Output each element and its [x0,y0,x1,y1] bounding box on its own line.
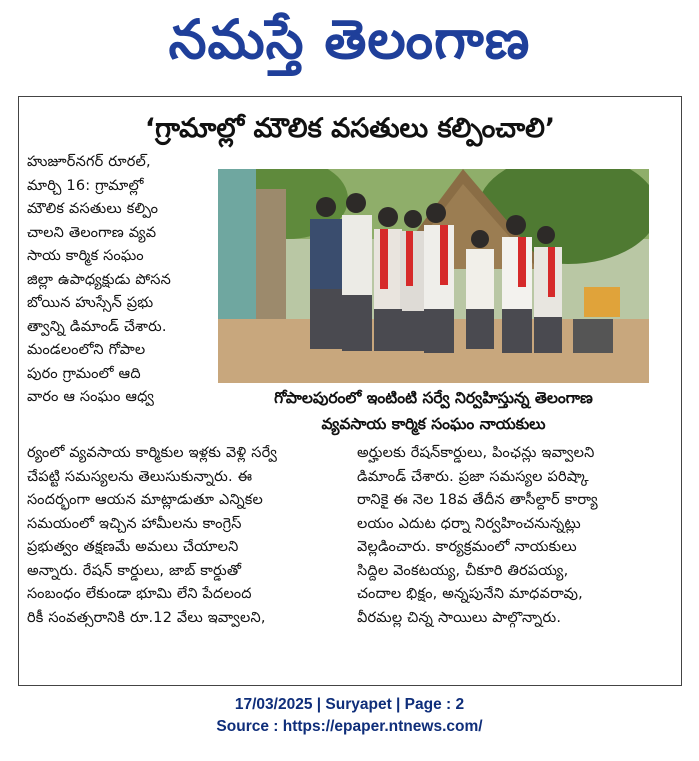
caption-line: వ్యవసాయ కార్మిక సంఘం నాయకులు [321,415,546,433]
text-line: మండలంలోని గోపాల [27,342,146,358]
text-line: చేపట్టి సమస్యలను తెలుసుకున్నారు. ఈ [27,468,253,485]
text-line: మార్చి 16: గ్రామాల్లో [27,177,144,194]
text-line: బోయిన హుస్సేన్ ప్రభు [27,295,154,311]
article-photo [218,169,649,383]
text-line: అర్హులకు రేషన్‌కార్డులు, పింఛన్లు ఇవ్వాలని [357,445,595,461]
text-line: ప్రభుత్వం తక్షణమే అమలు చేయాలని [27,539,239,555]
caption-line: గోపాలపురంలో ఇంటింటి సర్వే నిర్వహిస్తున్న తెలంగాణ [274,389,593,407]
article-headline: ‘గ్రామాల్లో మౌలిక వసతులు కల్పించాలి’ [144,113,556,144]
text-line: సాయ కార్మిక సంఘం [27,248,144,264]
text-line: రికీ సంవత్సరానికి రూ.12 వేలు ఇవ్వాలని, [27,609,266,626]
text-line: చందాల భిక్షం, అన్నపునేని మాధవరావు, [357,586,583,602]
photo-illustration [218,169,649,383]
article-column-2 [27,442,353,630]
text-line: సమయంలో ఇచ్చిన హామీలను కాంగ్రెస్ [27,515,242,532]
text-line: సిద్దిల వెంకటయ్య, చీకూరి తిరపయ్య, [357,562,569,579]
article-column-1 [27,151,225,410]
photo-caption [218,385,649,443]
text-line: మౌలిక వసతులు కల్పిం [27,201,159,217]
edition-info: 17/03/2025 | Suryapet | Page : 2 [234,696,465,713]
text-line: సంబంధం లేకుండా భూమి లేని పేదలంద [27,586,252,602]
page-footer [0,694,699,738]
text-line: వెల్లడించారు. కార్యక్రమంలో నాయకులు [357,539,577,555]
newspaper-masthead: నమస్తే తెలంగాణ [168,8,531,71]
text-line: వీరమల్ల చిన్న సాయిలు పాల్గొన్నారు. [357,609,562,626]
text-line: పురం గ్రామంలో ఆది [27,365,141,382]
article-column-3 [357,442,675,630]
text-line: హుజూర్‌నగర్ రూరల్, [27,154,151,170]
text-line: సందర్భంగా ఆయన మాట్లాడుతూ ఎన్నికల [27,492,264,508]
text-line: త్వాన్ని డిమాండ్ చేశారు. [27,318,167,335]
text-line: జిల్లా ఉపాధ్యక్షుడు పోసన [27,271,172,288]
text-line: వారం ఆ సంఘం ఆధ్వ [27,389,155,405]
text-line: రానికై ఈ నెల 18వ తేదీన తాసీల్దార్ కార్యా [357,492,598,508]
text-line: డిమాండ్ చేశారు. ప్రజా సమస్యల పరిష్కా [357,468,589,485]
source-link[interactable]: Source : https://epaper.ntnews.com/ [216,718,483,735]
text-line: అన్నారు. రేషన్ కార్డులు, జాబ్ కార్డుతో [27,562,242,579]
news-clipping [18,96,682,686]
text-line: లయం ఎదుట ధర్నా నిర్వహించనున్నట్లు [357,515,581,532]
text-line: ర్యంలో వ్యవసాయ కార్మికుల ఇళ్లకు వెళ్లి సర్వే [27,445,278,461]
text-line: చాలని తెలంగాణ వ్యవ [27,224,157,241]
